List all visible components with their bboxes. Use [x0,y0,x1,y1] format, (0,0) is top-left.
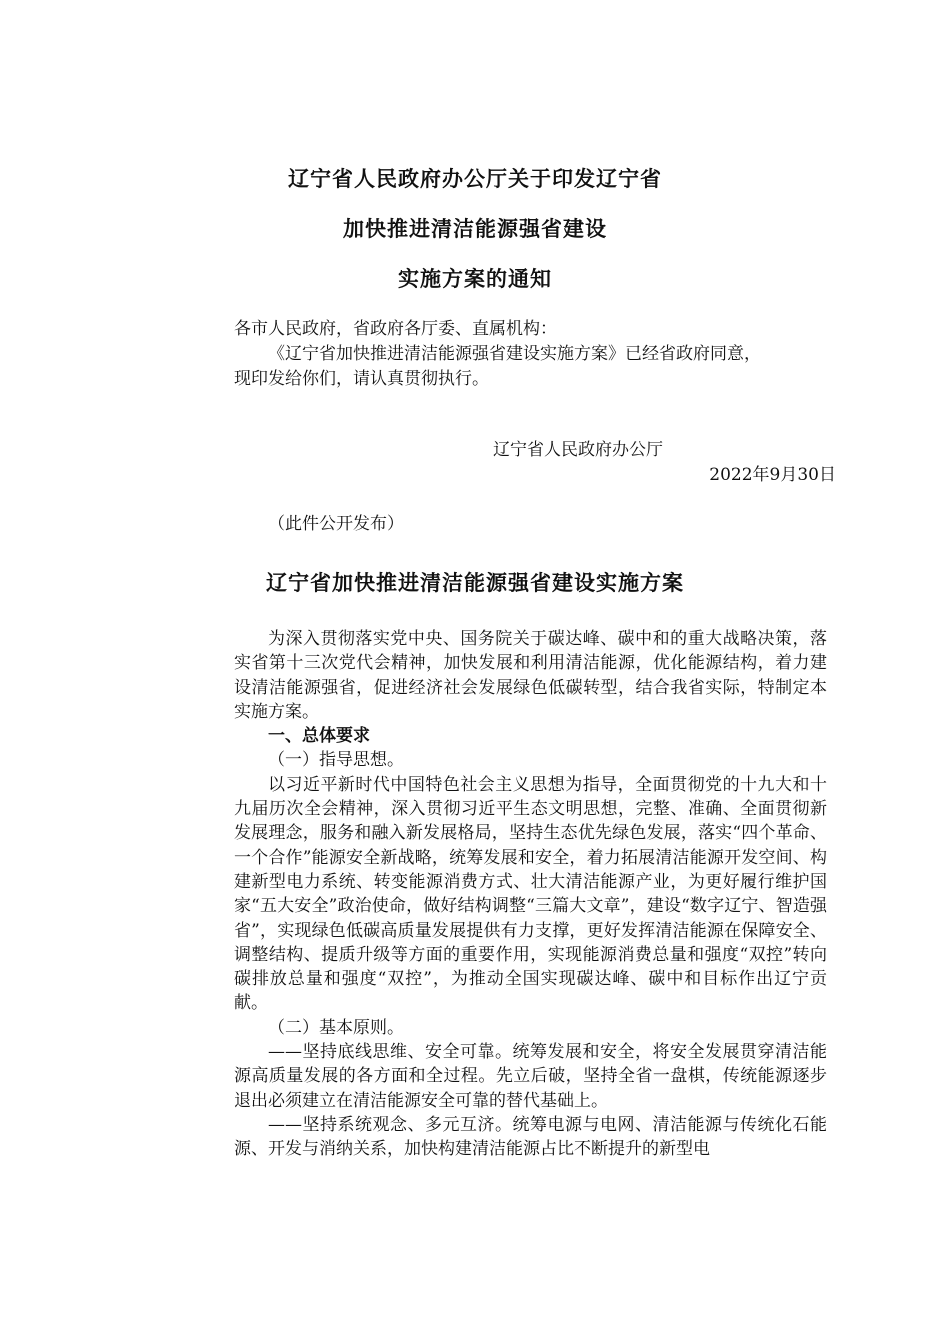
guiding-thought-paragraph: 以习近平新时代中国特色社会主义思想为指导，全面贯彻党的十九大和十九届历次全会精神，深入贯彻习近平生态文明思想，完整、准确、全面贯彻新发展理念，服务和融入新发展格局，坚持生态优先绿色发展，落实“四个革命、一个合作”能源安全新战略，统筹发展和安全，着力拓展清洁能源开发空间、构建新型电力系统、转变能源消费方式、壮大清洁能源产业，为更好履行维护国家“五大安全”政治使命，做好结构调整“三篇大文章”，建设“数字辽宁、智造强省”，实现绿色低碳高质量发展提供有力支撑，更好发挥清洁能源在保障安全、调整结构、提质升级等方面的重要作用，实现能源消费总量和强度“双控”转向碳排放总量和强度“双控”，为推动全国实现碳达峰、碳中和目标作出辽宁贡献。 [234,774,827,1014]
notice-body-line-1: 《辽宁省加快推进清洁能源强省建设实施方案》已经省政府同意， [268,344,761,364]
issue-date: 2022年9月30日 [709,465,836,485]
notice-title-line-1: 辽宁省人民政府办公厅关于印发辽宁省 [288,166,662,191]
notice-title-line-2: 加快推进清洁能源强省建设 [343,216,607,241]
subsection-heading-guiding-thought: （一）指导思想。 [268,750,404,771]
principle-paragraph-2: ——坚持系统观念、多元互济。统筹电源与电网、清洁能源与传统化石能源、开发与消纳关系，加快构建清洁能源占比不断提升的新型电 [234,1114,827,1160]
plan-title: 辽宁省加快推进清洁能源强省建设实施方案 [266,570,684,595]
section-heading-general-requirements: 一、总体要求 [268,726,370,747]
notice-body-line-2: 现印发给你们，请认真贯彻执行。 [234,369,489,389]
subsection-heading-basic-principles: （二）基本原则。 [268,1017,404,1038]
notice-title-line-3: 实施方案的通知 [398,266,552,291]
principle-paragraph-1: ——坚持底线思维、安全可靠。统筹发展和安全，将安全发展贯穿清洁能源高质量发展的各方面和全过程。先立后破，坚持全省一盘棋，传统能源逐步退出必须建立在清洁能源安全可靠的替代基础上。 [234,1042,827,1111]
issuer: 辽宁省人民政府办公厅 [493,440,663,460]
addressee: 各市人民政府，省政府各厅委、直属机构： [234,319,557,339]
intro-paragraph: 为深入贯彻落实党中央、国务院关于碳达峰、碳中和的重大战略决策，落实省第十三次党代会精神，加快发展和利用清洁能源，优化能源结构，着力建设清洁能源强省，促进经济社会发展绿色低碳转型，结合我省实际，特制定本实施方案。 [234,629,827,722]
plan-body [234,627,827,1162]
publication-note: （此件公开发布） [268,514,404,534]
